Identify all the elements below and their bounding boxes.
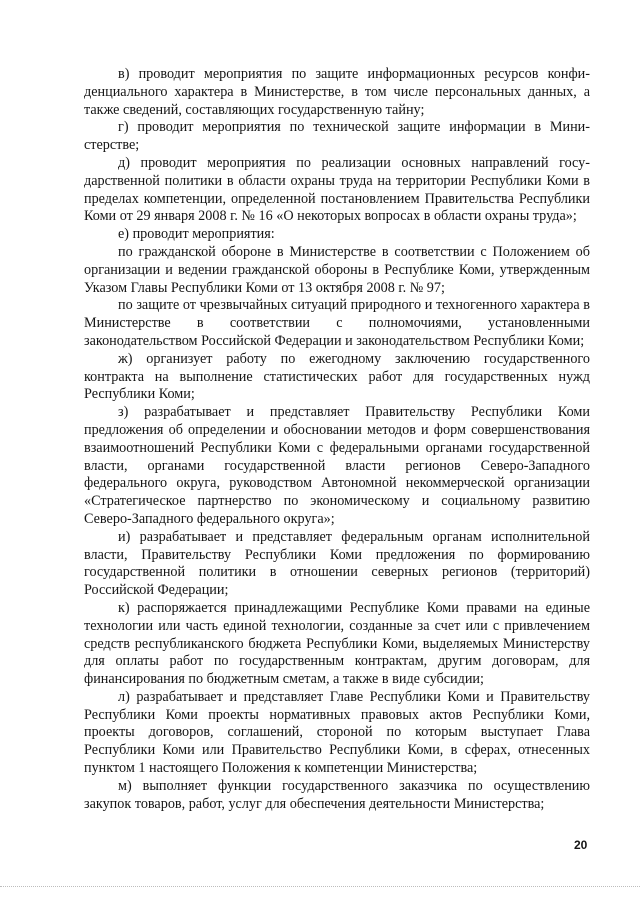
- document-body: [84, 66, 590, 813]
- page-number: 20: [574, 838, 588, 852]
- paragraph-e-emergency: по защите от чрезвычайных ситуаций природного и техногенного характера в Министерстве в соответствии с полномочиями, установленными законодательством Российской Федерации и законодательством Республики Коми;: [84, 297, 590, 349]
- paragraph-i: и) разрабатывает и представляет федеральным органам исполнительной власти, Правительству Республики Коми предложения по формированию государственной политики в отношении северных регионов (территорий) Российской Федерации;: [84, 528, 590, 599]
- paragraph-m: м) выполняет функции государственного заказчика по осуществлению закупок товаров, работ, услуг для обеспечения деятельности Министерства;: [84, 777, 590, 812]
- paragraph-d: д) проводит мероприятия по реализации основных направлений государственной политики в области охраны труда на территории Республики Коми в пределах компетенции, определенной постановлением Правительства Республики Коми от 29 января 2008 г. № 16 «О некоторых вопросах в области охраны труда»;: [84, 154, 590, 225]
- paragraph-l: л) разрабатывает и представляет Главе Республики Коми и Правительству Республики Коми проекты нормативных правовых актов Республики Коми, проекты договоров, соглашений, стороной по которым выступает Глава Республики Коми или Правительство Республики Коми, в сферах, отнесенных пунктом 1 настоящего Положения к компетенции Министерства;: [84, 688, 590, 777]
- scan-edge-divider: [0, 886, 640, 887]
- paragraph-z: з) разрабатывает и представляет Правительству Республики Коми предложения об определении и обосновании методов и форм совершенствования взаимоотношений Республики Коми с федеральными органами государственной власти, органами государственной власти регионов Северо-Западного федерального округа, руководством Автономной некоммерческой организации «Стратегическое партнерство по экономическому и социальному развитию Северо-Западного федерального округа»;: [84, 404, 590, 527]
- paragraph-e-civil-defense: по гражданской обороне в Министерстве в соответствии с Положением об организации и ведении гражданской обороны в Республике Коми, утвержденным Указом Главы Республики Коми от 13 октября 2008 г. № 97;: [84, 243, 590, 296]
- paragraph-g: г) проводит мероприятия по технической защите информации в Министерстве;: [84, 119, 590, 154]
- paragraph-e: е) проводит мероприятия:: [118, 226, 275, 243]
- paragraph-zh: ж) организует работу по ежегодному заключению государственного контракта на выполнение статистических работ для государственных нужд Республики Коми;: [84, 350, 590, 403]
- paragraph-k: к) распоряжается принадлежащими Республике Коми правами на единые технологии или часть единой технологии, созданные за счет или с привлечением средств республиканского бюджета Республики Коми, выделяемых Министерству для оплаты работ по государственным контрактам, другим договорам, для финансирования по бюджетным сметам, а также в виде субсидии;: [84, 599, 590, 688]
- paragraph-v: в) проводит мероприятия по защите информационных ресурсов конфиденциального характера в Министерстве, в том числе персональных данных, а также сведений, составляющих государственную тайну;: [84, 66, 590, 118]
